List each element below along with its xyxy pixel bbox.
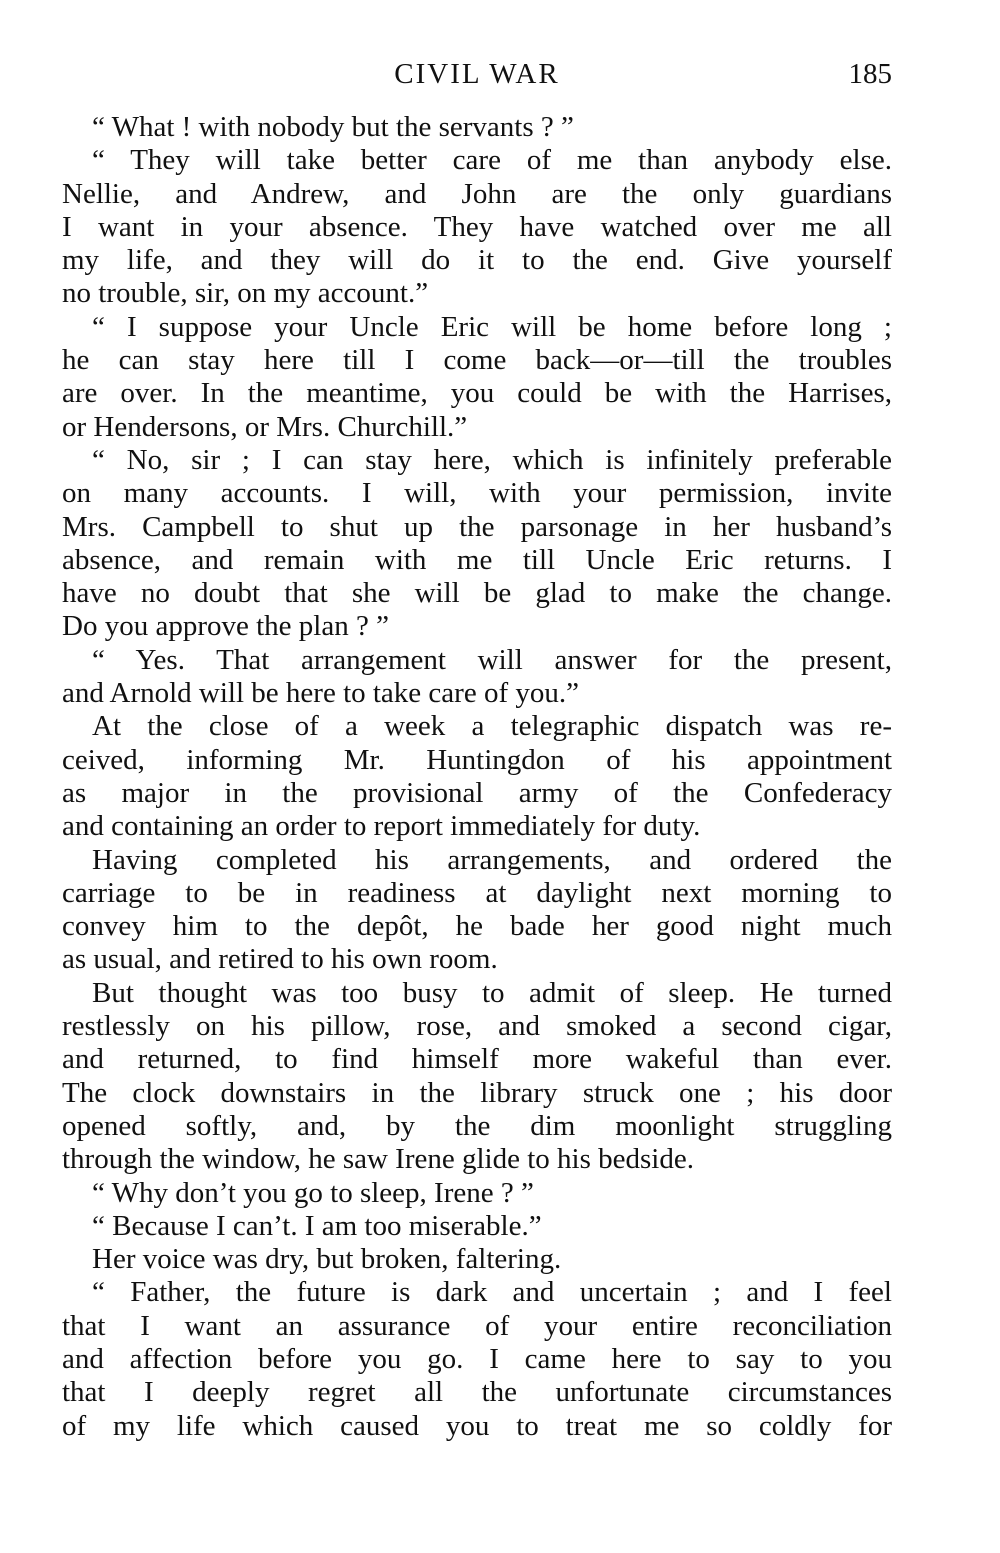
text-line: “ Why don’t you go to sleep, Irene ? ” <box>92 1176 534 1209</box>
text-line: that I want an assurance of your entire reconciliation <box>62 1309 892 1342</box>
text-line: “ Father, the future is dark and uncertain ; and I feel <box>92 1276 892 1309</box>
text-line: absence, and remain with me till Uncle Eric returns. I <box>62 543 892 576</box>
text-line: At the close of a week a telegraphic dispatch was re- <box>92 710 892 743</box>
text-line: But thought was too busy to admit of sleep. He turned <box>92 976 892 1009</box>
text-line: are over. In the meantime, you could be with the Harrises, <box>62 377 892 410</box>
text-line: of my life which caused you to treat me so coldly for <box>62 1409 892 1442</box>
text-line: restlessly on his pillow, rose, and smoked a second cigar, <box>62 1010 892 1043</box>
body-text <box>62 111 892 1443</box>
text-line: that I deeply regret all the unfortunate circumstances <box>62 1376 892 1409</box>
text-line: “ What ! with nobody but the servants ? ” <box>92 111 574 143</box>
text-line: and containing an order to report immediately for duty. <box>62 810 701 843</box>
text-line: “ I suppose your Uncle Eric will be home before long ; <box>92 310 892 343</box>
text-line: Nellie, and Andrew, and John are the only guardians <box>62 177 892 210</box>
text-line: as major in the provisional army of the Confederacy <box>62 776 892 809</box>
text-line: “ They will take better care of me than anybody else. <box>92 144 892 177</box>
text-line: Having completed his arrangements, and ordered the <box>92 843 892 876</box>
text-line: opened softly, and, by the dim moonlight struggling <box>62 1109 892 1142</box>
text-line: I want in your absence. They have watched over me all <box>62 210 892 243</box>
text-line: Mrs. Campbell to shut up the parsonage in her husband’s <box>62 510 892 543</box>
text-line: carriage to be in readiness at daylight next morning to <box>62 876 892 909</box>
text-line: or Hendersons, or Mrs. Churchill.” <box>62 410 468 443</box>
text-line: “ Because I can’t. I am too miserable.” <box>92 1209 542 1242</box>
running-head: CIVIL WAR <box>394 58 560 90</box>
text-line: on many accounts. I will, with your permission, invite <box>62 477 892 510</box>
text-line: as usual, and retired to his own room. <box>62 943 498 976</box>
text-line: Her voice was dry, but broken, faltering. <box>92 1243 562 1276</box>
text-line: and affection before you go. I came here to say to you <box>62 1342 892 1375</box>
text-line: “ No, sir ; I can stay here, which is infinitely preferable <box>92 443 892 476</box>
page-number: 185 <box>848 58 892 90</box>
text-line: The clock downstairs in the library struck one ; his door <box>62 1076 892 1109</box>
text-line: have no doubt that she will be glad to make the change. <box>62 577 892 610</box>
text-line: and Arnold will be here to take care of you.” <box>62 677 579 710</box>
text-line: through the window, he saw Irene glide to his bedside. <box>62 1143 694 1176</box>
text-line: and returned, to find himself more wakeful than ever. <box>62 1043 892 1076</box>
text-line: Do you approve the plan ? ” <box>62 610 389 643</box>
text-line: no trouble, sir, on my account.” <box>62 277 429 310</box>
text-line: convey him to the depôt, he bade her good night much <box>62 910 892 943</box>
text-line: “ Yes. That arrangement will answer for the present, <box>92 643 892 676</box>
page-header <box>62 54 892 94</box>
text-line: he can stay here till I come back—or—till the troubles <box>62 344 892 377</box>
text-line: my life, and they will do it to the end. Give yourself <box>62 244 892 277</box>
text-line: ceived, informing Mr. Huntingdon of his appointment <box>62 743 892 776</box>
